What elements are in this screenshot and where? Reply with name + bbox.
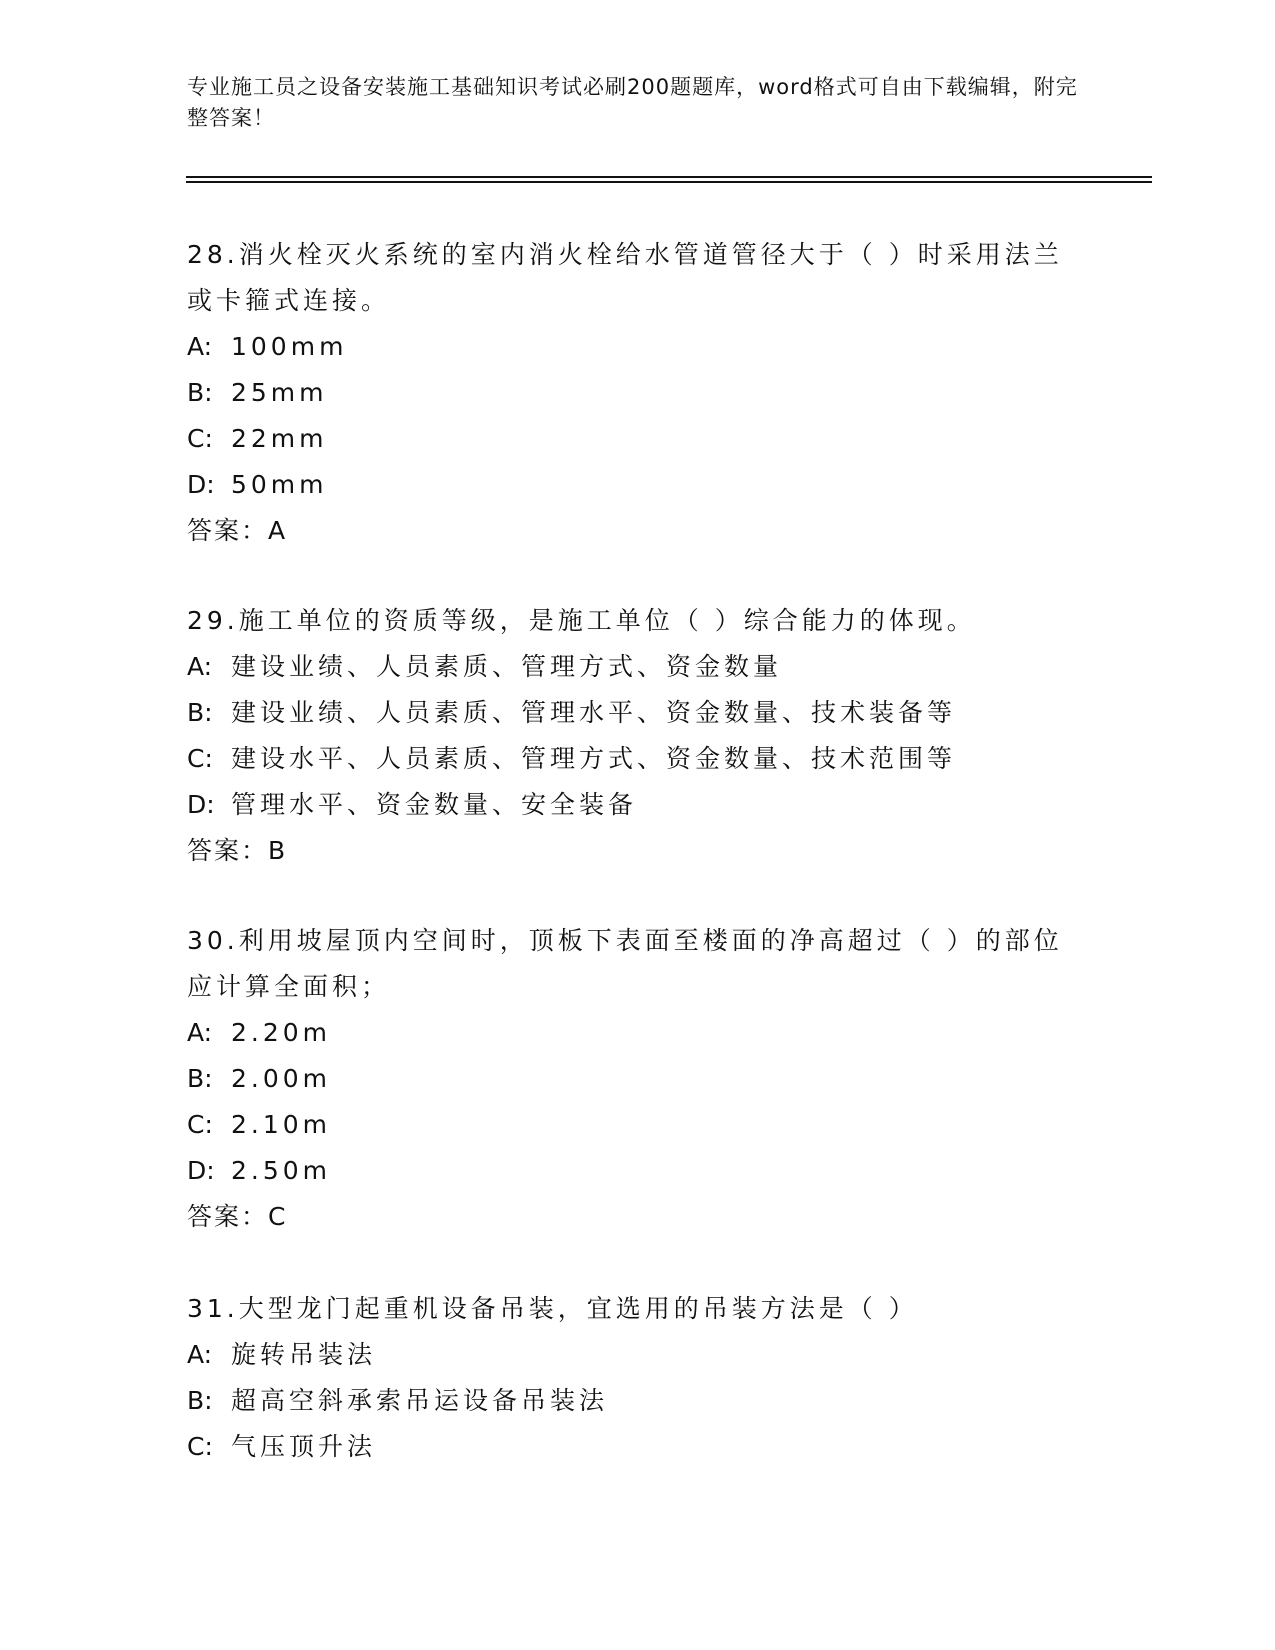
answer: 答案：A (187, 516, 288, 545)
option-text: 气压顶升法 (231, 1432, 377, 1461)
option-key: C: (187, 1432, 213, 1461)
option-text: 建设业绩、人员素质、管理方式、资金数量 (231, 652, 783, 681)
option-key: C: (187, 1110, 213, 1139)
option-text: 管理水平、资金数量、安全装备 (231, 790, 638, 819)
option-text: 22mm (231, 424, 328, 453)
option-text: 50mm (231, 470, 328, 499)
option-key: D: (187, 790, 215, 819)
answer: 答案：B (187, 836, 288, 865)
option-d (187, 462, 1067, 508)
option-key: C: (187, 424, 213, 453)
question-30 (187, 918, 1067, 1240)
option-key: A: (187, 1340, 213, 1369)
option-d (187, 782, 1067, 828)
option-key: C: (187, 744, 213, 773)
option-c (187, 1424, 1067, 1470)
option-key: A: (187, 1018, 213, 1047)
option-text: 2.10m (231, 1110, 332, 1139)
option-key: D: (187, 1156, 215, 1185)
question-29 (187, 598, 1067, 874)
question-stem: 29.施工单位的资质等级，是施工单位（ ）综合能力的体现。 (187, 606, 976, 635)
option-text: 25mm (231, 378, 328, 407)
question-31 (187, 1286, 1067, 1470)
option-key: A: (187, 652, 213, 681)
option-d (187, 1148, 1067, 1194)
question-stem: 31.大型龙门起重机设备吊装，宜选用的吊装方法是（ ） (187, 1294, 918, 1323)
option-key: B: (187, 698, 213, 727)
answer: 答案：C (187, 1202, 288, 1231)
option-text: 旋转吊装法 (231, 1340, 377, 1369)
option-b (187, 1056, 1067, 1102)
header-rule-bottom (186, 181, 1152, 183)
option-b (187, 1378, 1067, 1424)
option-key: B: (187, 1386, 213, 1415)
option-c (187, 1102, 1067, 1148)
option-text: 2.20m (231, 1018, 332, 1047)
option-a (187, 324, 1067, 370)
option-a (187, 644, 1067, 690)
option-text: 2.00m (231, 1064, 332, 1093)
option-text: 建设水平、人员素质、管理方式、资金数量、技术范围等 (231, 744, 957, 773)
question-28 (187, 232, 1067, 554)
option-c (187, 416, 1067, 462)
option-a (187, 1010, 1067, 1056)
option-b (187, 690, 1067, 736)
option-text: 2.50m (231, 1156, 332, 1185)
option-text: 100mm (231, 332, 348, 361)
header-rule-top (186, 176, 1152, 178)
option-key: B: (187, 1064, 213, 1093)
document-header: 专业施工员之设备安装施工基础知识考试必刷200题题库，word格式可自由下载编辑，附完整答案！ (187, 75, 1078, 130)
option-key: D: (187, 470, 215, 499)
question-stem: 28.消火栓灭火系统的室内消火栓给水管道管径大于（ ）时采用法兰或卡箍式连接。 (187, 240, 1063, 315)
option-a (187, 1332, 1067, 1378)
option-text: 建设业绩、人员素质、管理水平、资金数量、技术装备等 (231, 698, 957, 727)
question-stem: 30.利用坡屋顶内空间时，顶板下表面至楼面的净高超过（ ）的部位应计算全面积； (187, 926, 1063, 1001)
option-text: 超高空斜承索吊运设备吊装法 (231, 1386, 609, 1415)
option-key: A: (187, 332, 213, 361)
option-b (187, 370, 1067, 416)
option-key: B: (187, 378, 213, 407)
option-c (187, 736, 1067, 782)
